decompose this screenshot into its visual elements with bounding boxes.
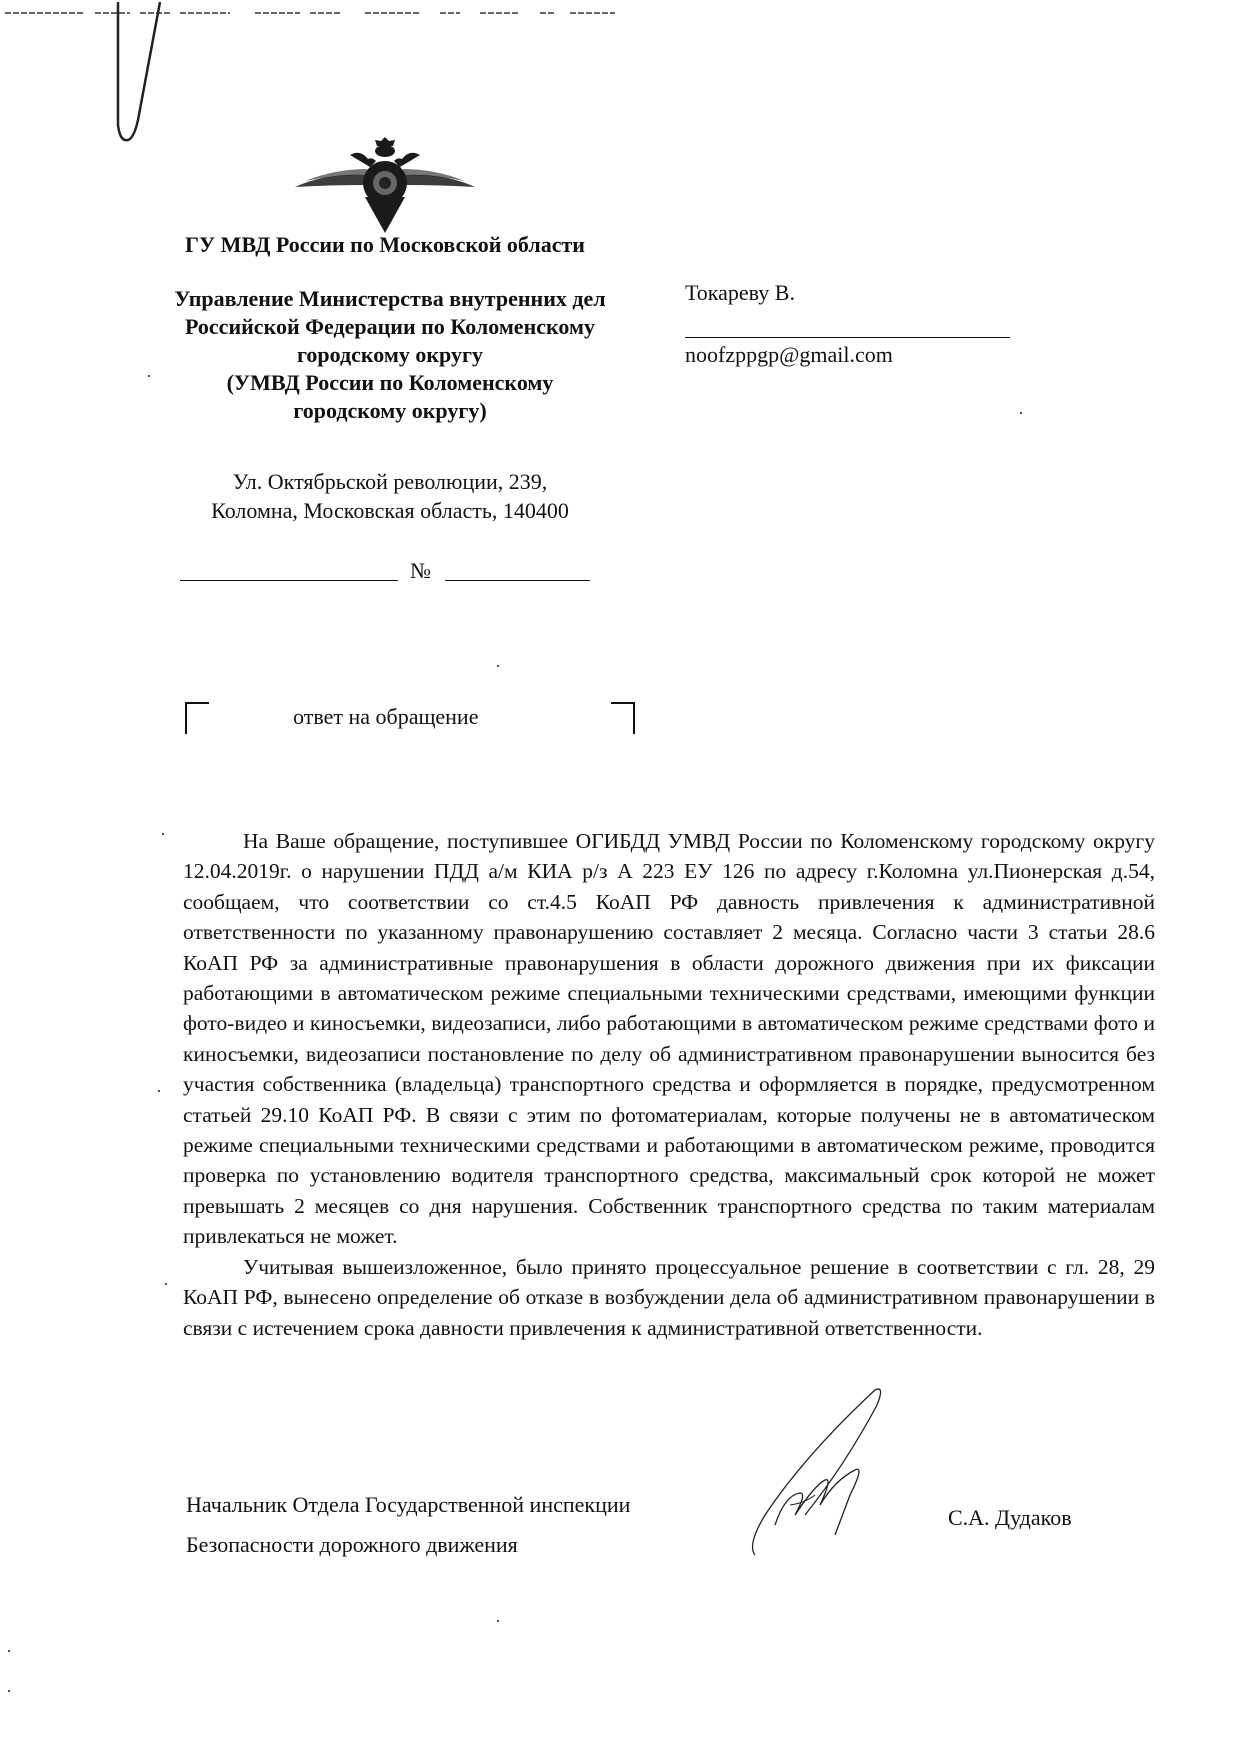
body-paragraph: Учитывая вышеизложенное, было принято процессуальное решение в соответствии с гл. 28, 29 КоАП РФ, вынесено определение об отказе в возбуждении дела об административном правонарушении в связи с истечением срока давности привлечения к административной ответственности.: [183, 1254, 1155, 1340]
organization-line: городскому округу): [293, 398, 487, 423]
letter-body: [183, 826, 1155, 1343]
scan-artifact: [162, 833, 164, 835]
registration-number-label: №: [410, 558, 431, 583]
registration-date-field: [180, 580, 398, 581]
scan-artifact: [1020, 412, 1022, 414]
registration-line: [180, 558, 620, 588]
scan-artifact-dashes: [0, 10, 620, 16]
organization-line: (УМВД России по Коломенскому: [226, 370, 554, 395]
bracket-right-icon: [611, 702, 635, 734]
recipient-name: Токареву В.: [685, 280, 795, 305]
organization-name: [145, 285, 635, 425]
signer-name: С.А. Дудаков: [948, 1505, 1072, 1530]
handwritten-signature-icon: [745, 1385, 925, 1560]
recipient-divider: [685, 337, 1010, 338]
authority-name: ГУ МВД России по Московской области: [185, 232, 585, 257]
organization-line: Российской Федерации по Коломенскому: [185, 314, 595, 339]
handwritten-mark-icon: [110, 0, 170, 145]
registration-number-field: [445, 580, 590, 581]
mvd-emblem-icon: [295, 135, 475, 235]
bracket-left-icon: [185, 702, 209, 734]
signer-title-line: Безопасности дорожного движения: [186, 1532, 518, 1557]
scan-artifact: [165, 1283, 167, 1285]
subject-block: [185, 700, 635, 736]
scan-artifact: [8, 1690, 10, 1692]
organization-line: городскому округу: [296, 342, 483, 367]
scan-artifact: [158, 1090, 160, 1092]
address-line: Коломна, Московская область, 140400: [211, 498, 569, 523]
organization-address: [155, 467, 625, 525]
signer-title-line: Начальник Отдела Государственной инспекции: [186, 1492, 631, 1517]
scan-artifact: [8, 1650, 10, 1652]
scan-artifact: [497, 1620, 499, 1622]
scan-artifact: [148, 375, 150, 377]
signer-title: [186, 1485, 630, 1565]
recipient-email: noofzppgp@gmail.com: [685, 342, 893, 367]
body-paragraph: На Ваше обращение, поступившее ОГИБДД УМВД России по Коломенскому городскому округу 12.04.2019г. о нарушении ПДД а/м КИА р/з А 223 ЕУ 126 по адресу г.Коломна ул.Пионерская д.54, сообщаем, что соответствии со ст.4.5 КоАП РФ давность привлечения к административной ответственности по указанному правонарушению составляет 2 месяца. Согласно части 3 статьи 28.6 КоАП РФ за административные правонарушения в области дорожного движения при их фиксации работающими в автоматическом режиме специальными техническими средствами, имеющими функции фото-видео и киносъемки, видеозаписи, либо работающими в автоматическом режиме средствами фото и киносъемки, видеозаписи постановление по делу об административном правонарушении выносится без участия собственника (владельца) транспортного средства и оформляется в порядке, предусмотренном статьей 29.10 КоАП РФ. В связи с этим по фотоматериалам, которые получены не в автоматическом режиме специальными техническими средствами и работающими в автоматическом режиме, проводится проверка по установлению водителя транспортного средства, максимальный срок которой не может превышать 2 месяцев со дня нарушения. Собственник транспортного средства по таким материалам привлекаться не может.: [183, 829, 1155, 1249]
address-line: Ул. Октябрьской революции, 239,: [232, 469, 548, 494]
subject-text: ответ на обращение: [293, 704, 479, 729]
organization-line: Управление Министерства внутренних дел: [174, 286, 606, 311]
scan-artifact: [497, 665, 499, 667]
